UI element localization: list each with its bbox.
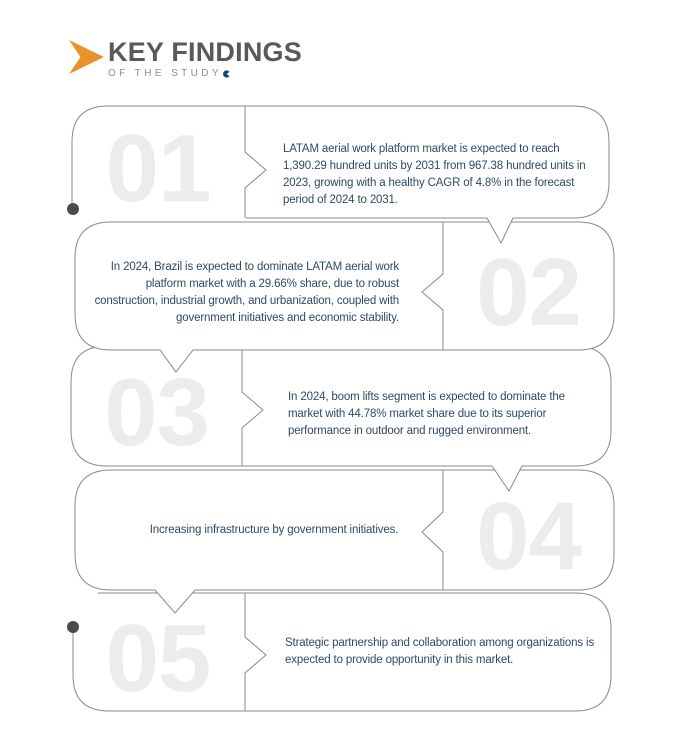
finding-3-text-content: In 2024, boom lifts segment is expected to dominate the market with 44.78% market share due to its superior performance in outdoor and rugged environment.	[288, 390, 565, 437]
finding-1-number: 01	[105, 115, 211, 222]
finding-1-text	[245, 106, 609, 218]
finding-3-text	[242, 346, 611, 466]
finding-4-text-content: Increasing infrastructure by government initiatives.	[149, 523, 399, 536]
page-subtitle: OF THE STUDY	[108, 68, 222, 79]
finding-2-text-content: In 2024, Brazil is expected to dominate LATAM aerial work platform market with a 29.66% share, due to robust construction, industrial growth, and urbanization, coupled with government initiatives and economic stability.	[94, 261, 399, 324]
finding-5-text-content: Strategic partnership and collaboration among organizations is expected to provide opportunity in this market.	[285, 637, 595, 666]
finding-3-number: 03	[104, 359, 209, 466]
finding-2-number: 02	[476, 239, 581, 346]
finding-1-text-content: LATAM aerial work platform market is expected to reach 1,390.29 hundred units by 2031 from 967.38 hundred units in 2023, growing with a healthy CAGR of 4.8% in the forecast period of 2024 to 2031.	[283, 143, 586, 206]
page-title: KEY FINDINGS	[108, 37, 302, 67]
finding-5-text	[245, 593, 611, 711]
finding-2-text	[75, 222, 443, 350]
finding-4-number: 04	[476, 483, 581, 590]
finding-4-text	[75, 470, 443, 590]
finding-5-number: 05	[105, 605, 211, 712]
